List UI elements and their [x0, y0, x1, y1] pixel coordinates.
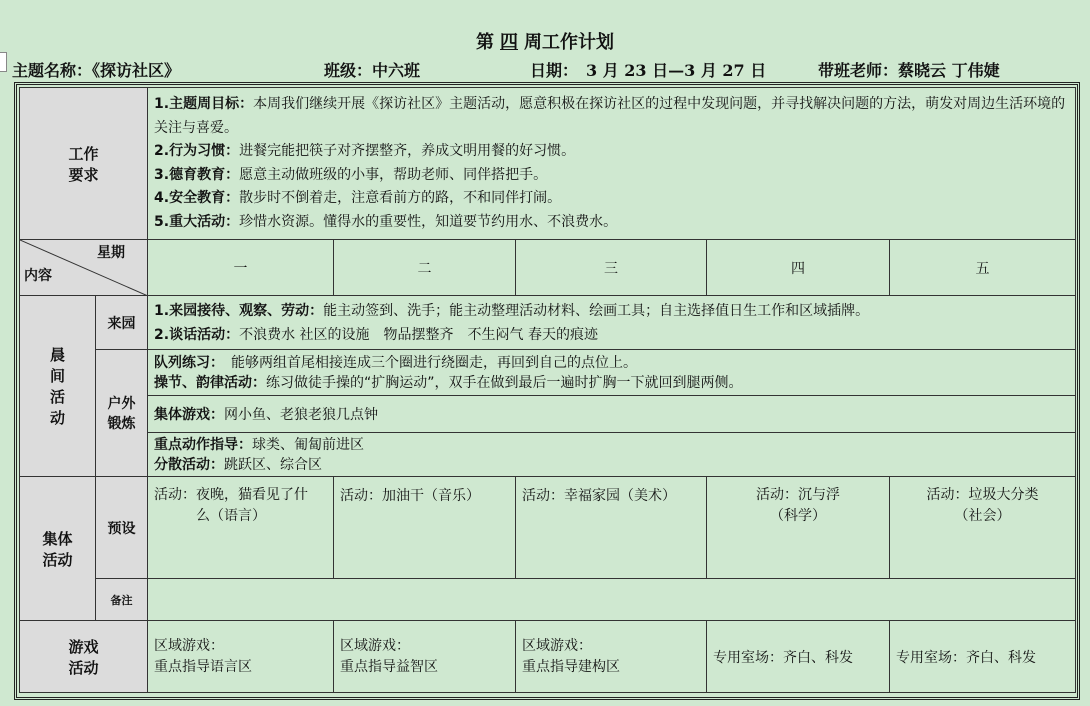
group-game-content: 集体游戏：网小鱼、老狼老狼几点钟	[148, 396, 1076, 433]
game-day-2: 区域游戏： 重点指导益智区	[334, 621, 516, 693]
class-name: 班级：中六班	[324, 61, 421, 80]
requirement-item-2: 2.行为习惯：进餐完能把筷子对齐摆整齐，养成文明用餐的好习惯。	[154, 143, 576, 159]
plan-day-5: 活动：垃圾大分类 （社会）	[890, 477, 1076, 579]
game-activities-label: 游戏 活动	[20, 621, 148, 693]
date-range: 日期： 3 月 23 日—3 月 27 日	[530, 61, 767, 80]
arrival-content	[148, 296, 1076, 350]
outdoor-label: 户外 锻炼	[96, 350, 148, 477]
work-requirements-label: 工作 要求	[20, 88, 148, 240]
outdoor-drill-item-1: 队列练习： 能够两组首尾相接连成三个圈进行绕圈走，再回到自己的点位上。	[154, 354, 638, 371]
note-label: 备注	[96, 579, 148, 621]
page-title: 第 四 周工作计划	[476, 32, 614, 53]
game-day-3: 区域游戏： 重点指导建构区	[516, 621, 707, 693]
game-day-1: 区域游戏： 重点指导语言区	[148, 621, 334, 693]
game-day-4: 专用室场：齐白、科发	[707, 621, 890, 693]
movement-guidance-content	[148, 433, 1076, 477]
day-3: 三	[516, 240, 707, 296]
work-requirements	[148, 88, 1076, 240]
requirement-item-4: 4.安全教育：散步时不倒着走，注意看前方的路，不和同伴打闹。	[154, 190, 562, 206]
arrival-label: 来园	[96, 296, 148, 350]
movement-guidance-item-1: 重点动作指导：球类、匍匐前进区	[154, 436, 365, 453]
plan-day-1: 活动：夜晚，猫看见了什 么（语言）	[148, 477, 334, 579]
outdoor-drill-content	[148, 350, 1076, 396]
morning-activities-label: 晨 间 活 动	[20, 296, 96, 477]
weekday-corner: 星期 内容	[20, 240, 148, 296]
plan-day-4: 活动：沉与浮 （科学）	[707, 477, 890, 579]
theme-name: 主题名称：《探访社区》	[12, 61, 181, 80]
work-plan-table	[19, 87, 1076, 693]
day-5: 五	[890, 240, 1076, 296]
week-number: 四	[500, 32, 518, 53]
requirement-item-1: 1.主题周目标：本周我们继续开展《探访社区》主题活动，愿意积极在探访社区的过程中发现问题，并寻找解决问题的方法，萌发对周边生活环境的关注与喜爱。	[154, 96, 1066, 136]
outdoor-drill-item-2: 操节、韵律活动：练习做徒手操的“扩胸运动”，双手在做到最后一遍时扩胸一下就回到腿两侧。	[154, 374, 743, 391]
teachers: 带班老师：蔡晓云 丁伟婕	[818, 61, 1000, 80]
day-1: 一	[148, 240, 334, 296]
arrival-item-2: 2.谈话活动：不浪费水 社区的设施 物品摆整齐 不生闷气 春天的痕迹	[154, 326, 598, 343]
requirement-item-5: 5.重大活动：珍惜水资源。懂得水的重要性，知道要节约用水、不浪费水。	[154, 213, 618, 230]
edge-marker	[0, 52, 7, 72]
game-day-5: 专用室场：齐白、科发	[890, 621, 1076, 693]
note-content	[148, 579, 1076, 621]
arrival-item-1: 1.来园接待、观察、劳动：能主动签到、洗手；能主动整理活动材料、绘画工具；自主选择值日生工作和区域插牌。	[154, 302, 870, 319]
movement-guidance-item-2: 分散活动：跳跃区、综合区	[154, 456, 323, 473]
day-4: 四	[707, 240, 890, 296]
plan-day-2: 活动：加油干（音乐）	[334, 477, 516, 579]
group-activities-label: 集体 活动	[20, 477, 96, 621]
day-2: 二	[334, 240, 516, 296]
plan-day-3: 活动：幸福家园（美术）	[516, 477, 707, 579]
requirement-item-3: 3.德育教育：愿意主动做班级的小事，帮助老师、同伴搭把手。	[154, 166, 548, 183]
plan-label: 预设	[96, 477, 148, 579]
